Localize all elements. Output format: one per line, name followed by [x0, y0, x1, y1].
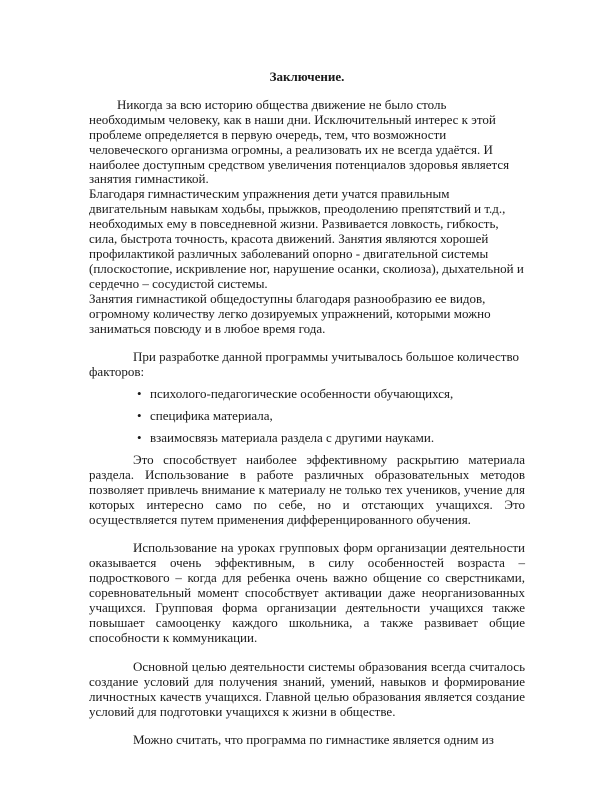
- list-item: • психолого-педагогические особенности обучающихся,: [137, 386, 454, 402]
- paragraph-education-goal: Основной целью деятельности системы образования всегда считалось создание условий для получения знаний, умений, навыков и формирование личностных качеств учащихся. Главной целью образования является создание условий для подготовки учащихся к жизни в обществе.: [89, 658, 525, 719]
- paragraph-intro: Никогда за всю историю общества движение не было столь необходимым человеку, как в наши дни. Исключительный интерес к этой проблеме определяется в первую очередь, тем, что возможности человеческого организма огромны, а реализовать их не всегда удаётся. И наиболее доступным средством увеличения потенциалов здоровья является занятия гимнастикой.: [89, 96, 510, 187]
- list-item: • специфика материала,: [137, 408, 273, 424]
- list-item: • взаимосвязь материала раздела с другими науками.: [137, 430, 435, 446]
- paragraph-group-forms: Использование на уроках групповых форм организации деятельности оказывается очень эффективным, в силу особенностей возраста – подросткового – когда для ребенка очень важно общение со сверстниками, соревновательный момент способствует активации даже неорганизованных учащихся. Групповая форма организации деятельности учащихся также повышает самооценку каждого школьника, а также развивает общие способности к коммуникации.: [89, 540, 525, 645]
- paragraph-methods: Это способствует наиболее эффективному раскрытию материала раздела. Использование в работе различных образовательных методов позволяет привлечь внимание к материалу не только тех учеников, учение для которых интересно само по себе, но и отстающих учащихся. Это осуществляется путем применения дифференцированного обучения.: [89, 451, 525, 527]
- paragraph-benefits: Благодаря гимнастическим упражнения дети учатся правильным двигательным навыкам ходьбы, прыжков, преодолению препятствий и т.д., необходимых ему в повседневной жизни. Развивается ловкость, гибкость, сила, быстрота точность, красота движений. Занятия являются хорошей профилактикой различных заболеваний опорно - двигательной системы (плоскостопие, искривление ног, нарушение осанки, сколиоза), дыхательной и сердечно – сосудистой системы.: [89, 186, 524, 291]
- paragraph-factors: При разработке данной программы учитывалось большое количество факторов:: [89, 349, 520, 380]
- paragraph-conclusion: Можно считать, что программа по гимнастике является одним из: [133, 732, 494, 748]
- factors-list: [89, 387, 525, 446]
- bullet-icon: •: [137, 430, 142, 446]
- bullet-icon: •: [137, 386, 142, 402]
- document-page: [89, 60, 525, 748]
- paragraph-accessibility: Занятия гимнастикой общедоступны благодаря разнообразию ее видов, огромному количеству легко дозируемых упражнений, которыми можно заниматься повсюду и в любое время года.: [89, 290, 491, 336]
- bullet-icon: •: [137, 408, 142, 424]
- document-title: Заключение.: [269, 69, 345, 84]
